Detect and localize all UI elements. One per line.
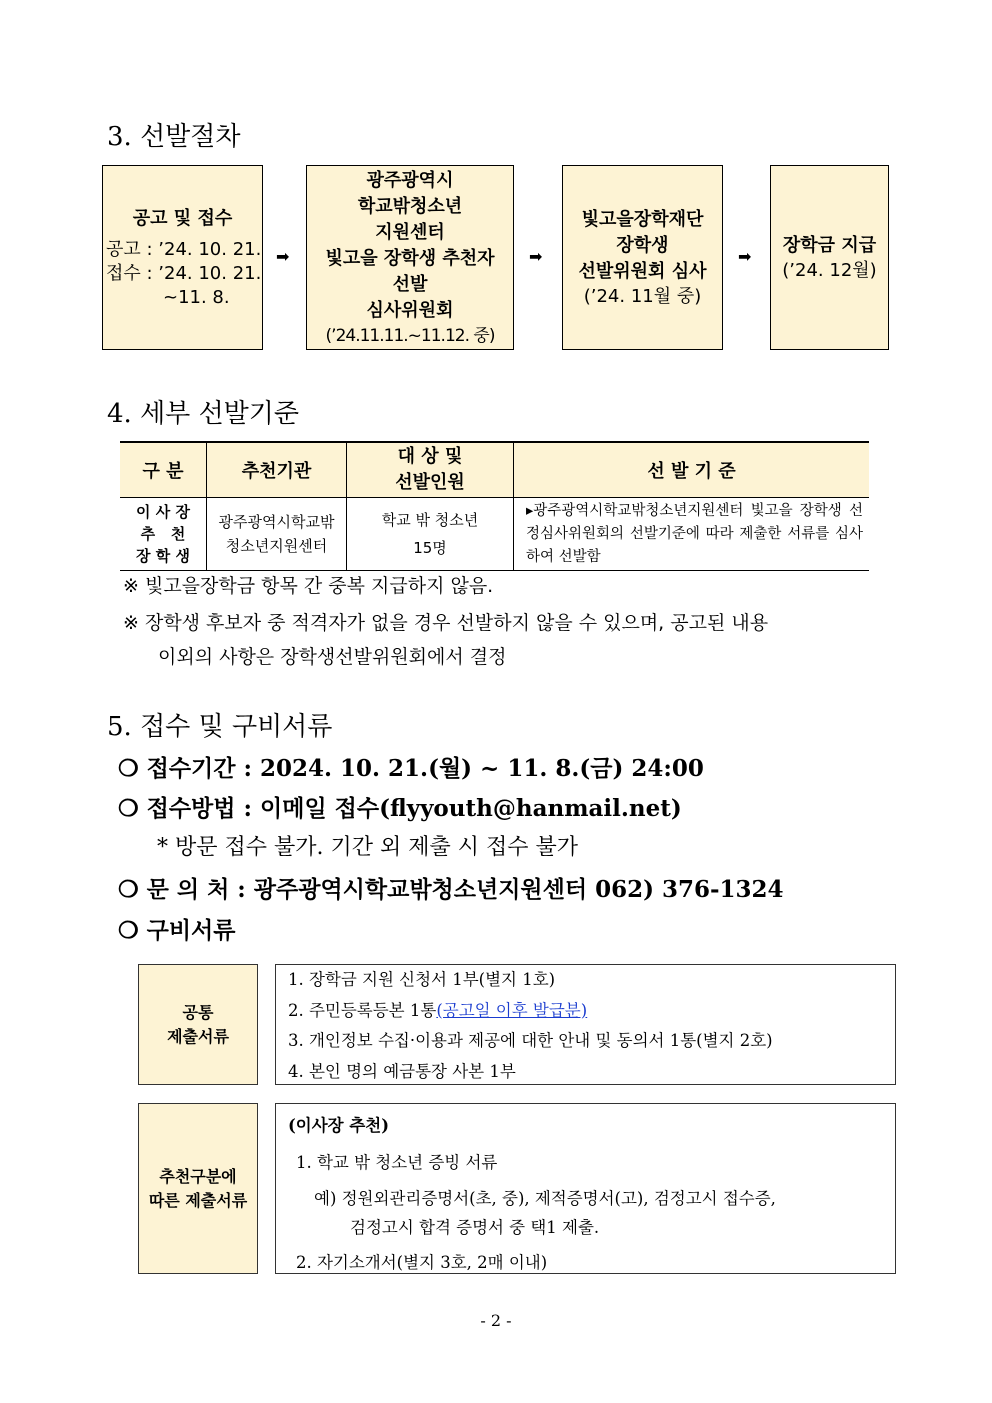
recommend-item-1: 1. 학교 밖 청소년 증빙 서류	[296, 1153, 498, 1172]
header-criteria: 선 발 기 준	[514, 442, 870, 498]
section5-heading: 5. 접수 및 구비서류	[107, 712, 333, 742]
common-item-4: 4. 본인 명의 예금통장 사본 1부	[288, 1061, 516, 1081]
common-docs-list	[275, 964, 896, 1085]
method-note: * 방문 접수 불가. 기간 외 제출 시 접수 불가	[157, 835, 578, 860]
section4-heading: 4. 세부 선발기준	[107, 399, 300, 429]
step2-line1: 광주광역시	[366, 169, 454, 191]
bullet-documents: ❍ 구비서류	[118, 917, 236, 944]
criteria-table	[120, 441, 869, 571]
step2-line2: 학교밖청소년	[357, 195, 463, 217]
issue-date-note-link: (공고일 이후 발급분)	[436, 1000, 588, 1020]
cell-category-line1: 이 사 장	[136, 503, 190, 521]
recommend-docs-list	[275, 1103, 896, 1274]
common-label-line2: 제출서류	[167, 1026, 229, 1046]
step1-title: 공고 및 접수	[132, 207, 233, 229]
arrow-icon: ➡	[738, 247, 752, 266]
step3-line1: 빛고을장학재단	[581, 208, 704, 230]
page-number: - 2 -	[480, 1311, 512, 1330]
recommend-label-line1: 추천구분에	[159, 1166, 237, 1186]
step-announcement-box	[102, 165, 263, 350]
step4-line1: 장학금 지급	[782, 234, 877, 256]
note-duplicate: ※ 빛고을장학금 항목 간 중복 지급하지 않음.	[123, 575, 494, 597]
common-item-2-text: 2. 주민등록등본 1통	[288, 1000, 437, 1020]
step1-line1: 공고 : ’24. 10. 21.	[106, 238, 262, 260]
step2-line3: 지원센터	[375, 221, 445, 243]
step3-line3: 선발위원회 심사	[578, 260, 707, 282]
common-label-line1: 공통	[182, 1002, 214, 1022]
step1-line2: 접수 : ’24. 10. 21.	[106, 262, 262, 284]
step4-date: (’24. 12월)	[782, 259, 877, 281]
recommend-docs-label	[138, 1103, 258, 1274]
cell-category	[120, 498, 207, 571]
step2-date: (’24.11.11.~11.12. 중)	[325, 325, 495, 346]
step-selection-committee-box	[562, 165, 723, 350]
common-item-1: 1. 장학금 지원 신청서 1부(별지 1호)	[288, 970, 556, 989]
recommend-title: (이사장 추천)	[288, 1116, 390, 1135]
common-item-2	[288, 996, 895, 1027]
cell-category-line3: 장 학 생	[136, 547, 190, 565]
step2-line5: 선발	[392, 273, 428, 295]
step-review-committee-box	[306, 165, 514, 350]
step3-line2: 장학생	[616, 234, 669, 256]
step2-line6: 심사위원회	[366, 299, 454, 321]
cell-recommender-line2: 청소년지원센터	[225, 537, 328, 555]
section3-heading: 3. 선발절차	[107, 122, 241, 152]
bullet-period: ❍ 접수기간 : 2024. 10. 21.(월) ~ 11. 8.(금) 24:00	[118, 755, 704, 782]
note-selection-line2: 이외의 사항은 장학생선발위원회에서 결정	[158, 646, 507, 668]
cell-recommender	[207, 498, 347, 571]
cell-criteria: ▸광주광역시학교밖청소년지원센터 빛고을 장학생 선정심사위원회의 선발기준에 따라 제출한 서류를 심사하여 선발함	[514, 498, 870, 571]
recommend-label-line2: 따른 제출서류	[148, 1190, 248, 1210]
recommend-item-2: 2. 자기소개서(별지 3호, 2매 이내)	[296, 1253, 548, 1272]
cell-category-line2: 추 천	[140, 525, 186, 543]
cell-target-line1: 학교 밖 청소년	[381, 511, 479, 529]
step-payment-box	[770, 165, 889, 350]
table-row	[120, 498, 869, 571]
cell-recommender-line1: 광주광역시학교밖	[218, 513, 335, 531]
step1-line3: ~11. 8.	[163, 286, 230, 308]
recommend-example-line2: 검정고시 합격 증명서 중 택1 제출.	[350, 1218, 600, 1237]
header-category: 구 분	[120, 442, 207, 498]
arrow-icon: ➡	[529, 247, 543, 266]
bullet-contact: ❍ 문 의 처 : 광주광역시학교밖청소년지원센터 062) 376-1324	[118, 876, 784, 903]
header-target-line1: 대 상 및	[397, 446, 463, 467]
header-target	[347, 442, 514, 498]
note-selection-line1: ※ 장학생 후보자 중 적격자가 없을 경우 선발하지 않을 수 있으며, 공고된 내용	[123, 612, 769, 634]
header-recommender: 추천기관	[207, 442, 347, 498]
step2-line4: 빛고을 장학생 추천자	[325, 247, 495, 269]
cell-target-line2: 15명	[413, 539, 447, 557]
cell-target	[347, 498, 514, 571]
step3-date: (’24. 11월 중)	[583, 285, 702, 307]
bullet-method: ❍ 접수방법 : 이메일 접수(flyyouth@hanmail.net)	[118, 795, 682, 822]
header-target-line2: 선발인원	[395, 472, 465, 493]
common-item-3: 3. 개인정보 수집·이용과 제공에 대한 안내 및 동의서 1통(별지 2호)	[288, 1031, 773, 1050]
recommend-example-line1: 예) 정원외관리증명서(초, 중), 제적증명서(고), 검정고시 접수증,	[314, 1189, 776, 1208]
common-docs-label	[138, 964, 258, 1085]
criteria-header-row	[120, 442, 869, 498]
arrow-icon: ➡	[276, 247, 290, 266]
